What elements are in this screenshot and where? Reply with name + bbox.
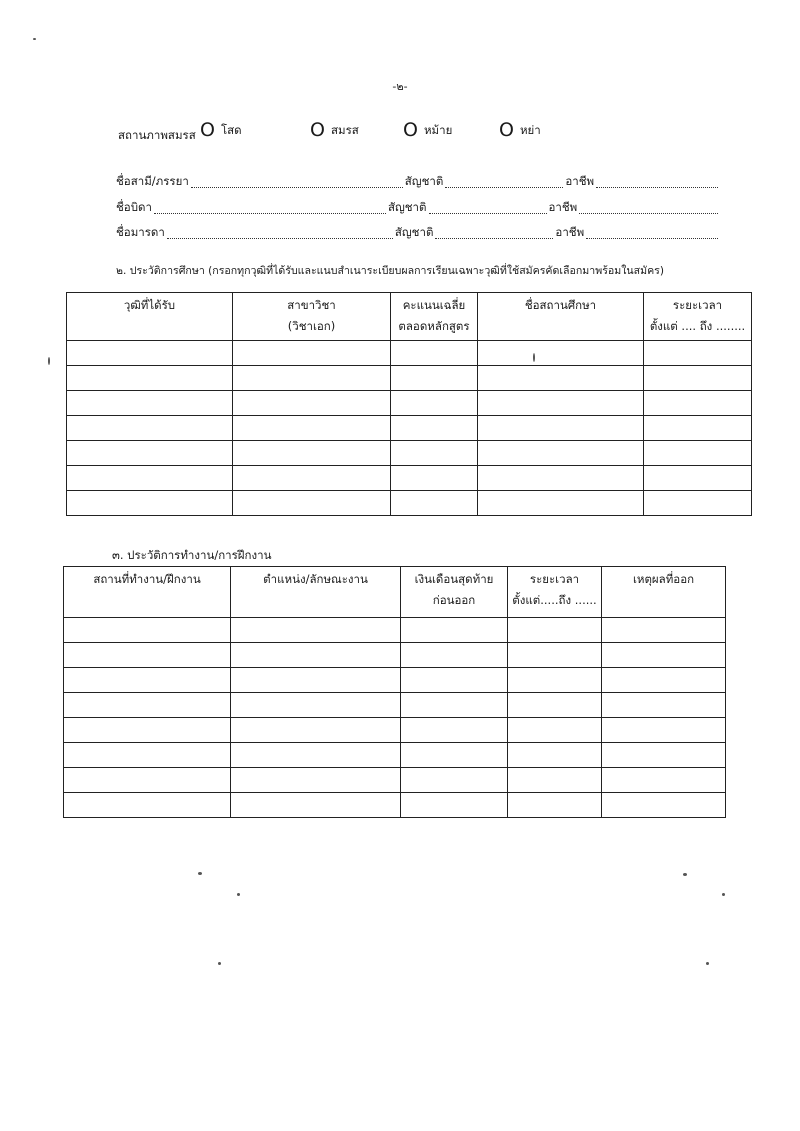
table-cell[interactable] [401,668,508,693]
table-cell[interactable] [67,491,233,516]
education-col-institution [478,293,644,341]
work-col-last-salary [401,567,508,618]
father-name-label: ชื่อบิดา [116,200,152,214]
mother-name-field[interactable] [167,237,393,239]
table-row [64,668,726,693]
spouse-name-field[interactable] [191,186,403,188]
radio-circle-icon: O [403,119,418,141]
table-row [64,693,726,718]
column-title: เหตุผลที่ออก [632,572,695,586]
education-col-major [233,293,391,341]
table-row [67,391,752,416]
table-cell[interactable] [391,491,478,516]
table-row [67,441,752,466]
father-row [116,201,720,217]
table-cell[interactable] [401,743,508,768]
table-cell[interactable] [64,668,231,693]
table-cell[interactable] [478,391,644,416]
education-section-title: ๒. ประวัติการศึกษา (กรอกทุกวุฒิที่ได้รับและแนบสำเนาระเบียบผลการเรียนเฉพาะวุฒิที่ใช้สมัครคัดเลือกมาพร้อมในสมัคร) [116,265,665,277]
table-cell[interactable] [231,668,401,693]
table-cell[interactable] [478,416,644,441]
table-cell[interactable] [602,643,726,668]
table-cell[interactable] [508,718,602,743]
table-cell[interactable] [67,466,233,491]
column-title: ตำแหน่ง/ลักษณะงาน [263,572,368,586]
table-row [67,416,752,441]
table-cell[interactable] [401,718,508,743]
table-cell[interactable] [602,793,726,818]
column-subtitle: ตลอดหลักสูตร [398,319,470,333]
work-header-row [64,567,726,618]
table-row [67,491,752,516]
table-cell[interactable] [231,793,401,818]
work-table [63,566,726,818]
table-cell[interactable] [602,768,726,793]
table-cell[interactable] [401,768,508,793]
spouse-nationality-field[interactable] [445,186,563,188]
table-cell[interactable] [508,693,602,718]
table-cell[interactable] [478,466,644,491]
work-col-workplace [64,567,231,618]
work-col-position [231,567,401,618]
table-cell[interactable] [64,793,231,818]
education-header-row [67,293,752,341]
mother-occupation-label: อาชีพ [555,225,585,239]
marital-status-label: สถานภาพสมรส [118,128,196,142]
mother-occupation-field[interactable] [586,237,718,239]
table-cell[interactable] [508,793,602,818]
table-cell[interactable] [391,366,478,391]
table-cell[interactable] [644,441,752,466]
table-row [64,743,726,768]
table-row [64,793,726,818]
table-cell[interactable] [401,693,508,718]
marital-option-label: โสด [220,122,242,137]
education-table [66,292,752,516]
table-cell[interactable] [64,693,231,718]
column-subtitle: (วิชาเอก) [287,319,336,333]
column-title: ระยะเวลา [529,572,580,586]
scan-speck [48,357,50,365]
table-row [67,366,752,391]
table-cell[interactable] [64,743,231,768]
table-cell[interactable] [64,643,231,668]
table-cell[interactable] [508,768,602,793]
father-occupation-field[interactable] [579,212,718,214]
mother-row [116,226,720,242]
scan-speck [237,893,240,896]
column-subtitle: ตั้งแต่.....ถึง ...... [512,593,597,607]
table-row [64,768,726,793]
table-cell[interactable] [478,366,644,391]
table-cell[interactable] [67,391,233,416]
table-cell[interactable] [508,618,602,643]
table-cell[interactable] [231,718,401,743]
scan-speck [706,962,709,965]
marital-option-married[interactable] [310,121,359,140]
spouse-nationality-label: สัญชาติ [404,174,444,188]
table-cell[interactable] [231,768,401,793]
scan-speck [198,872,202,875]
table-cell[interactable] [508,743,602,768]
column-title: เงินเดือนสุดท้าย [414,572,494,586]
scan-speck [33,38,36,40]
father-occupation-label: อาชีพ [548,200,578,214]
table-cell[interactable] [644,366,752,391]
radio-circle-icon: O [200,119,215,141]
scan-speck [683,873,687,876]
scan-speck [533,353,535,362]
table-cell[interactable] [391,441,478,466]
table-cell[interactable] [391,416,478,441]
table-cell[interactable] [478,441,644,466]
table-cell[interactable] [233,416,391,441]
marital-option-label: สมรส [330,122,359,137]
table-cell[interactable] [644,491,752,516]
table-row [64,618,726,643]
table-cell[interactable] [233,366,391,391]
table-cell[interactable] [231,643,401,668]
table-cell[interactable] [233,466,391,491]
table-cell[interactable] [233,441,391,466]
table-cell[interactable] [231,693,401,718]
mother-name-label: ชื่อมารดา [116,225,165,239]
father-nationality-label: สัญชาติ [387,200,427,214]
table-row [64,718,726,743]
table-cell[interactable] [478,491,644,516]
column-subtitle: ตั้งแต่ .... ถึง ........ [649,319,746,333]
table-cell[interactable] [644,416,752,441]
table-cell[interactable] [478,341,644,366]
table-cell[interactable] [233,391,391,416]
table-cell[interactable] [602,718,726,743]
column-title: สถานที่ทำงาน/ฝึกงาน [93,572,201,586]
column-title: วุฒิที่ได้รับ [123,298,176,312]
spouse-occupation-field[interactable] [596,186,718,188]
table-cell[interactable] [391,341,478,366]
table-cell[interactable] [508,668,602,693]
work-col-reason [602,567,726,618]
marital-option-widowed[interactable] [403,121,452,140]
mother-nationality-label: สัญชาติ [394,225,434,239]
spouse-row [116,175,720,191]
father-nationality-field[interactable] [429,212,547,214]
marital-option-single[interactable] [200,121,242,140]
table-cell[interactable] [644,391,752,416]
table-cell[interactable] [67,366,233,391]
marital-option-divorced[interactable] [499,121,541,140]
column-subtitle: ก่อนออก [432,593,476,607]
table-cell[interactable] [401,618,508,643]
marital-option-label: หย่า [519,122,541,137]
table-cell[interactable] [644,466,752,491]
column-title: คะแนนเฉลี่ย [402,298,466,312]
table-cell[interactable] [231,618,401,643]
table-row [64,643,726,668]
work-col-period [508,567,602,618]
table-cell[interactable] [644,341,752,366]
table-cell[interactable] [233,491,391,516]
table-cell[interactable] [602,743,726,768]
education-col-degree [67,293,233,341]
work-table-body [64,618,726,818]
column-title: ระยะเวลา [672,298,723,312]
spouse-occupation-label: อาชีพ [565,174,595,188]
table-cell[interactable] [391,391,478,416]
spouse-name-label: ชื่อสามี/ภรรยา [116,174,189,188]
radio-circle-icon: O [499,119,514,141]
radio-circle-icon: O [310,119,325,141]
table-cell[interactable] [64,618,231,643]
work-section-title: ๓. ประวัติการทำงาน/การฝึกงาน [112,548,272,562]
education-col-gpa [391,293,478,341]
table-cell[interactable] [602,668,726,693]
table-cell[interactable] [67,341,233,366]
scan-speck [722,893,725,896]
table-cell[interactable] [64,718,231,743]
education-col-period [644,293,752,341]
table-cell[interactable] [401,793,508,818]
table-cell[interactable] [233,341,391,366]
mother-nationality-field[interactable] [435,237,553,239]
column-title: ชื่อสถานศึกษา [524,298,597,312]
marital-option-label: หม้าย [423,122,453,137]
column-title: สาขาวิชา [287,298,336,312]
table-cell[interactable] [508,643,602,668]
father-name-field[interactable] [154,212,386,214]
table-cell[interactable] [602,618,726,643]
table-cell[interactable] [67,416,233,441]
table-cell[interactable] [231,743,401,768]
table-cell[interactable] [401,643,508,668]
table-cell[interactable] [64,768,231,793]
table-cell[interactable] [391,466,478,491]
table-cell[interactable] [602,693,726,718]
scan-speck [218,962,221,965]
table-cell[interactable] [67,441,233,466]
table-row [67,341,752,366]
page-number: -๒- [392,80,408,93]
table-row [67,466,752,491]
education-table-body [67,341,752,516]
